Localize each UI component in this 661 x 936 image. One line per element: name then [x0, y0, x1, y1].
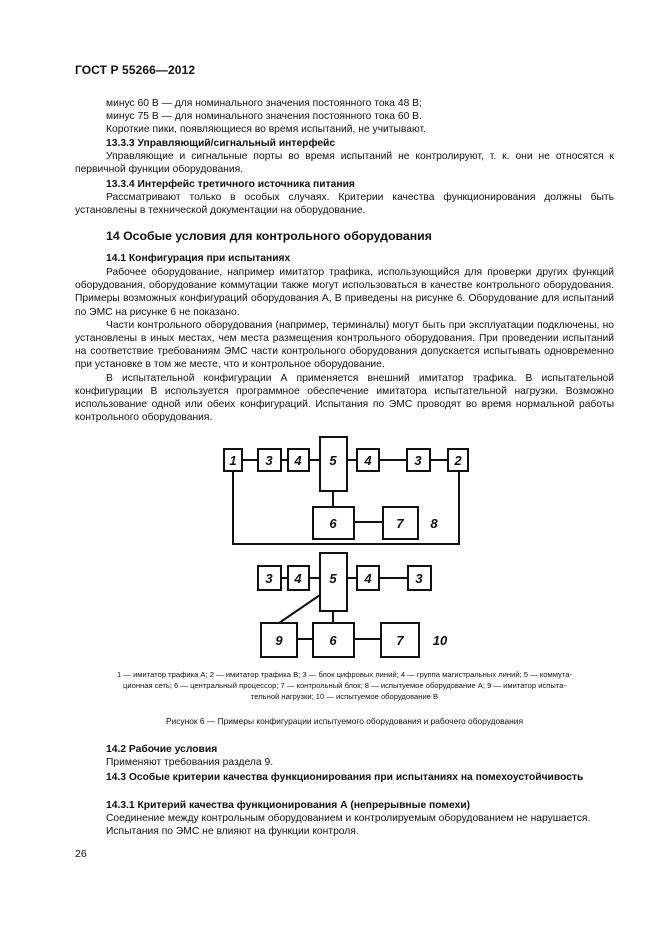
page-number: 26: [75, 848, 87, 860]
section-14-1-para-1: Рабочее оборудование, например имитатор трафика, использующийся для проверки других функций оборудования, оборудование коммутации также могут использоваться в качестве контрольного оборудования. Примеры возможных конфигураций оборудования А, В приведены на рисунке 6. Оборудование для испытаний по ЭМС на рисунке 6 не показано.: [75, 267, 614, 318]
section-14-1-title: 14.1 Конфигурация при испытаниях: [106, 253, 291, 264]
config-a-label-6: 6: [329, 516, 337, 531]
config-b-equipment-label: 10: [432, 633, 448, 648]
section-13-3-4-title: 13.3.4 Интерфейс третичного источника питания: [106, 179, 355, 190]
section-13-3-3-title: 13.3.3 Управляющий/сигнальный интерфейс: [106, 137, 336, 149]
legend-line-3: тельной нагрузки; 10 — испытуемое оборудование В: [250, 692, 439, 701]
legend-line-2: ционная сеть; 6 — центральный процессор; 7 — контрольный блок; 8 — испытуемое оборудование А; 9 — имитатор испыта-: [123, 681, 566, 690]
section-14-2: [106, 743, 614, 769]
legend-line-1: 1 — имитатор трафика А; 2 — имитатор трафика В; 3 — блок цифровых линий; 4 — группа магистральных линий; 5 — коммута-: [117, 670, 572, 679]
config-a-label-4b: 4: [364, 453, 372, 468]
figure-legend: [75, 669, 614, 702]
config-b-label-3b: 3: [415, 571, 423, 586]
config-a-label-3b: 3: [414, 453, 422, 468]
config-b-label-4b: 4: [364, 571, 372, 586]
config-a-label-2: 2: [454, 453, 462, 468]
config-b-label-3a: 3: [265, 571, 273, 586]
section-14-3: [75, 771, 614, 784]
section-14-1-para-3: В испытательной конфигурации А применяется внешний имитатор трафика. В испытательной конфигурации В используется программное обеспечение имитатора испытательной нагрузки. Возможно использование одной или обеих конфигураций. Испытания по ЭМС проводят во время нормальной работы контрольного оборудования.: [75, 372, 614, 424]
section-14-3-1-line-2: Испытания по ЭМС не влияют на функции контроля.: [106, 826, 359, 838]
config-a-label-1: 1: [229, 453, 237, 468]
config-a-label-3a: 3: [265, 453, 273, 468]
config-b-label-5: 5: [329, 571, 337, 586]
config-a-label-5: 5: [329, 453, 337, 468]
section-14-title: 14 Особые условия для контрольного оборудования: [106, 229, 432, 243]
voltage-note: Короткие пики, появляющиеся во время испытаний, не учитывают.: [106, 124, 426, 136]
config-a-label-4a: 4: [294, 453, 302, 468]
section-14-3-title: 14.3 Особые критерии качества функционирования при испытаниях на помехоустойчивость: [106, 772, 584, 783]
section-14-3-1-title: 14.3.1 Критерий качества функционирования А (непрерывные помехи): [106, 800, 471, 811]
figure-caption: Рисунок 6 — Примеры конфигурации испытуемого оборудования и рабочего оборудования: [165, 716, 524, 726]
standard-header: ГОСТ Р 55266—2012: [75, 63, 196, 77]
section-14-3-1: [106, 799, 614, 839]
config-b-diagram: [258, 553, 431, 657]
voltage-line-2: минус 75 В — для номинального значения постоянного тока 60 В.: [106, 111, 422, 123]
config-b-label-7: 7: [396, 633, 404, 648]
config-a-label-7: 7: [396, 516, 404, 531]
config-b-label-6: 6: [329, 633, 337, 648]
voltage-line-1: минус 60 В — для номинального значения постоянного тока 48 В;: [106, 98, 422, 109]
section-14-2-text: Применяют требования раздела 9.: [106, 757, 274, 769]
section-14-3-1-line-1: Соединение между контрольным оборудованием и контролируемым оборудованием не нарушается.: [106, 813, 591, 825]
config-b-label-9: 9: [275, 633, 283, 648]
section-13-3-3-text: Управляющие и сигнальные порты во время испытаний не контролируют, т. к. они не относятся к первичной функции оборудования.: [75, 151, 614, 176]
section-14-1-para-2: Части контрольного оборудования (например, терминалы) могут быть при эксплуатации подключены, но установлены в иных местах, чем места размещения контрольного оборудования. При проведении испытаний на соответствие требованиям ЭМС части контрольного оборудования допускается испытывать одновременно при установке в том же месте, что и контрольное оборудование.: [75, 319, 614, 371]
config-a-equipment-label: 8: [430, 516, 438, 531]
config-b-label-4a: 4: [294, 571, 302, 586]
section-14-2-title: 14.2 Рабочие условия: [106, 744, 218, 755]
section-13-3-4-text: Рассматривают только в особых случаях. Критерии качества функционирования должны быть установлены в технической документации на оборудование.: [75, 192, 614, 217]
